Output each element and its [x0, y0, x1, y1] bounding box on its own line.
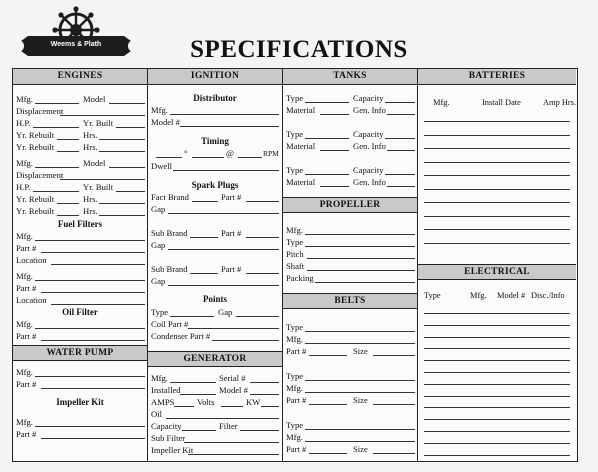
points-type-label: Type: [151, 307, 169, 317]
oil-filter-part-field[interactable]: [41, 340, 145, 341]
propeller-pitch-field[interactable]: [307, 258, 415, 259]
coil-part-field[interactable]: [188, 328, 279, 329]
timing-rpm-field[interactable]: [238, 157, 262, 158]
belt3-type-field[interactable]: [305, 429, 415, 430]
engine1-model-label: Model: [83, 94, 106, 104]
tank2-capacity-label: Capacity: [353, 129, 384, 139]
propeller-shaft-label: Shaft: [286, 261, 305, 271]
engine2-displacement-label: Displacement: [16, 170, 64, 180]
spark-part3-field[interactable]: [246, 273, 279, 274]
propeller-shaft-field[interactable]: [307, 270, 415, 271]
tank3-material-label: Material: [286, 177, 316, 187]
propeller-packing-field[interactable]: [315, 282, 415, 283]
generator-kw-field[interactable]: [261, 406, 279, 407]
impeller-part-field[interactable]: [41, 438, 145, 439]
belt1-mfg-label: Mfg.: [286, 334, 303, 344]
generator-impeller-kit-label: Impeller Kit: [151, 445, 194, 455]
engine1-hrs-a-label: Hrs.: [83, 130, 98, 140]
engine1-hrs-b-label: Hrs.: [83, 142, 98, 152]
water-pump-mfg-label: Mfg.: [16, 367, 33, 377]
electrical-entry-line-13[interactable]: [424, 455, 570, 456]
engine1-yr-built-label: Yr. Built: [83, 118, 114, 128]
timing-title: Timing: [201, 136, 229, 146]
engine1-displacement-label: Displacement: [16, 106, 64, 116]
distributor-mfg-label: Mfg.: [151, 105, 168, 115]
dwell-field[interactable]: [173, 170, 279, 171]
fuel-filter1-part-label: Part #: [16, 243, 37, 253]
battery-entry-line-8[interactable]: [424, 216, 570, 217]
spark-gap2-label: Gap: [151, 240, 166, 250]
spark-part1-field[interactable]: [246, 201, 279, 202]
engine2-hrs-a-field[interactable]: [99, 203, 145, 204]
belt3-part-label: Part #: [286, 444, 307, 454]
oil-filter-title: Oil Filter: [62, 307, 98, 317]
engine2-hp-field[interactable]: [33, 191, 79, 192]
spark-gap1-field[interactable]: [168, 213, 279, 214]
water-pump-part-label: Part #: [16, 379, 37, 389]
belt1-type-field[interactable]: [305, 331, 415, 332]
propeller-type-label: Type: [286, 237, 304, 247]
generator-amps-label: AMPS: [151, 397, 175, 407]
page-title: SPECIFICATIONS: [190, 36, 408, 63]
electrical-entry-line-4[interactable]: [424, 348, 570, 349]
generator-capacity-label: Capacity: [151, 421, 182, 431]
tank3-material-field[interactable]: [320, 186, 349, 187]
battery-entry-line-1[interactable]: [424, 121, 570, 122]
generator-model-field[interactable]: [250, 394, 279, 395]
engine2-yr-rebuilt-a-label: Yr. Rebuilt: [16, 194, 55, 204]
tank1-material-field[interactable]: [320, 114, 349, 115]
tank2-material-label: Material: [286, 141, 316, 151]
engine1-mfg-field[interactable]: [35, 103, 79, 104]
generator-installed-field[interactable]: [180, 394, 216, 395]
generator-mfg-field[interactable]: [170, 382, 216, 383]
generator-volts-field[interactable]: [221, 406, 243, 407]
electrical-model-column: Model #: [497, 291, 526, 300]
belt2-type-field[interactable]: [305, 380, 415, 381]
battery-entry-line-7[interactable]: [424, 202, 570, 203]
engine1-hp-label: H.P.: [16, 118, 31, 128]
electrical-entry-line-6[interactable]: [424, 372, 570, 373]
belt3-type-label: Type: [286, 420, 304, 430]
belt2-mfg-label: Mfg.: [286, 383, 303, 393]
fuel-filter1-part-field[interactable]: [41, 252, 145, 253]
propeller-mfg-field[interactable]: [305, 234, 415, 235]
generator-kw-label: KW: [246, 397, 261, 407]
belt2-mfg-field[interactable]: [305, 392, 415, 393]
impeller-mfg-field[interactable]: [35, 426, 145, 427]
belt1-type-label: Type: [286, 322, 304, 332]
water-pump-mfg-field[interactable]: [35, 376, 145, 377]
propeller-mfg-label: Mfg.: [286, 225, 303, 235]
spark-gap3-field[interactable]: [168, 285, 279, 286]
impeller-mfg-label: Mfg.: [16, 417, 33, 427]
tanks-header: TANKS: [283, 69, 417, 85]
batteries-amp-hrs-column: Amp Hrs.: [543, 98, 577, 107]
engine2-yr-built-field[interactable]: [116, 191, 145, 192]
tank1-material-label: Material: [286, 105, 316, 115]
electrical-header: ELECTRICAL: [418, 264, 576, 280]
spark-plugs-title: Spark Plugs: [191, 180, 239, 190]
fuel-filter2-location-field[interactable]: [51, 304, 145, 305]
distributor-model-label: Model #: [151, 117, 180, 127]
oil-filter-part-label: Part #: [16, 331, 37, 341]
belt1-mfg-field[interactable]: [305, 343, 415, 344]
sub-brand2-field[interactable]: [190, 273, 218, 274]
engine1-model-field[interactable]: [109, 103, 145, 104]
propeller-pitch-label: Pitch: [286, 249, 304, 259]
ignition-column: [148, 69, 283, 461]
distributor-mfg-field[interactable]: [170, 114, 279, 115]
battery-entry-line-4[interactable]: [424, 162, 570, 163]
tank3-type-field[interactable]: [305, 174, 349, 175]
generator-oil-label: Oil: [151, 409, 162, 419]
fuel-filter2-mfg-label: Mfg.: [16, 271, 33, 281]
points-gap-label: Gap: [218, 307, 233, 317]
generator-impeller-kit-field[interactable]: [188, 454, 279, 455]
tank1-type-field[interactable]: [305, 102, 349, 103]
water-pump-header: WATER PUMP: [13, 345, 147, 361]
specifications-sheet: [12, 68, 578, 462]
electrical-mfg-column: Mfg.: [470, 291, 487, 300]
engine1-hp-field[interactable]: [33, 127, 79, 128]
electrical-type-column: Type: [424, 291, 441, 300]
belt2-type-label: Type: [286, 371, 304, 381]
tank3-gen-info-label: Gen. Info: [353, 177, 386, 187]
electrical-entry-line-2[interactable]: [424, 325, 570, 326]
belt1-part-label: Part #: [286, 346, 307, 356]
engine1-yr-rebuilt-a-label: Yr. Rebuilt: [16, 130, 55, 140]
belt1-size-field[interactable]: [373, 355, 415, 356]
condenser-part-label: Condenser Part #: [151, 331, 211, 341]
spark-part2-label: Part #: [221, 228, 242, 238]
electrical-entry-line-11[interactable]: [424, 431, 570, 432]
generator-header: GENERATOR: [148, 351, 282, 367]
engine1-yr-built-field[interactable]: [116, 127, 145, 128]
oil-filter-mfg-field[interactable]: [35, 328, 145, 329]
engine2-hp-label: H.P.: [16, 182, 31, 192]
battery-entry-line-6[interactable]: [424, 189, 570, 190]
battery-entry-line-2[interactable]: [424, 135, 570, 136]
electrical-entry-line-10[interactable]: [424, 419, 570, 420]
engine1-displacement-field[interactable]: [60, 115, 145, 116]
belt1-part-field[interactable]: [309, 355, 347, 356]
spark-gap3-label: Gap: [151, 276, 166, 286]
generator-volts-label: Volts: [197, 397, 215, 407]
engine1-hrs-a-field[interactable]: [99, 139, 145, 140]
spark-gap1-label: Gap: [151, 204, 166, 214]
fuel-filter1-location-label: Location: [16, 255, 47, 265]
fuel-filter2-mfg-field[interactable]: [35, 280, 145, 281]
engine2-hrs-b-label: Hrs.: [83, 206, 98, 216]
tank1-capacity-field[interactable]: [385, 102, 415, 103]
fuel-filters-title: Fuel Filters: [57, 219, 103, 229]
electrical-entry-line-3[interactable]: [424, 337, 570, 338]
ignition-header: IGNITION: [148, 69, 282, 85]
tank3-gen-info-field[interactable]: [387, 186, 415, 187]
logo-text: Weems & Plath: [50, 41, 102, 48]
electrical-entry-line-12[interactable]: [424, 443, 570, 444]
battery-entry-line-5[interactable]: [424, 175, 570, 176]
coil-part-label: Coil Part #: [151, 319, 189, 329]
fuel-filter1-mfg-field[interactable]: [35, 240, 145, 241]
timing-at-field[interactable]: [192, 157, 224, 158]
battery-entry-line-3[interactable]: [424, 148, 570, 149]
tank3-capacity-field[interactable]: [385, 174, 415, 175]
distributor-title: Distributor: [193, 93, 237, 103]
generator-model-label: Model #: [219, 385, 248, 395]
sub-brand1-field[interactable]: [190, 237, 218, 238]
electrical-entry-line-7[interactable]: [424, 384, 570, 385]
belt3-part-field[interactable]: [309, 453, 347, 454]
engine2-yr-rebuilt-b-label: Yr. Rebuilt: [16, 206, 55, 216]
engine2-mfg-label: Mfg.: [16, 158, 33, 168]
impeller-kit-title: Impeller Kit: [56, 397, 104, 407]
tank1-capacity-label: Capacity: [353, 93, 384, 103]
timing-degree-field[interactable]: [156, 157, 182, 158]
generator-filter-label: Filter: [219, 421, 238, 431]
tank2-gen-info-field[interactable]: [387, 150, 415, 151]
battery-entry-line-9[interactable]: [424, 229, 570, 230]
propeller-header: PROPELLER: [283, 197, 417, 213]
batteries-install-date-column: Install Date: [482, 98, 521, 107]
generator-serial-label: Serial #: [219, 373, 246, 383]
generator-mfg-label: Mfg.: [151, 373, 168, 383]
engine1-yr-rebuilt-b-label: Yr. Rebuilt: [16, 142, 55, 152]
fuel-filter1-mfg-label: Mfg.: [16, 231, 33, 241]
tank3-type-label: Type: [286, 165, 304, 175]
engine2-displacement-field[interactable]: [60, 179, 145, 180]
tank1-gen-info-label: Gen. Info: [353, 105, 386, 115]
engine2-mfg-field[interactable]: [35, 167, 79, 168]
belt2-size-label: Size: [353, 395, 368, 405]
fact-brand-label: Fact Brand: [151, 192, 189, 202]
belt3-size-label: Size: [353, 444, 368, 454]
oil-filter-mfg-label: Mfg.: [16, 319, 33, 329]
engine1-hrs-b-field[interactable]: [99, 151, 145, 152]
timing-at-symbol: @: [226, 148, 234, 158]
tanks-column: [283, 69, 418, 461]
engine2-hrs-a-label: Hrs.: [83, 194, 98, 204]
belt3-mfg-field[interactable]: [305, 441, 415, 442]
dwell-label: Dwell: [151, 161, 173, 171]
belts-header: BELTS: [283, 293, 417, 309]
batteries-header: BATTERIES: [418, 69, 576, 85]
generator-oil-field[interactable]: [166, 418, 279, 419]
impeller-part-label: Part #: [16, 429, 37, 439]
belt2-part-field[interactable]: [309, 404, 347, 405]
tank2-gen-info-label: Gen. Info: [353, 141, 386, 151]
engine1-yr-rebuilt-a-field[interactable]: [57, 139, 79, 140]
generator-sub-filter-label: Sub Filter: [151, 433, 186, 443]
belt3-mfg-label: Mfg.: [286, 432, 303, 442]
points-type-field[interactable]: [170, 316, 214, 317]
belt2-size-field[interactable]: [373, 404, 415, 405]
electrical-entry-line-8[interactable]: [424, 396, 570, 397]
spark-part1-label: Part #: [221, 192, 242, 202]
electrical-entry-line-5[interactable]: [424, 360, 570, 361]
spark-gap2-field[interactable]: [168, 249, 279, 250]
timing-degree-symbol: °: [184, 148, 188, 158]
fuel-filter2-location-label: Location: [16, 295, 47, 305]
tank1-gen-info-field[interactable]: [387, 114, 415, 115]
engines-header: ENGINES: [13, 69, 147, 85]
tank3-capacity-label: Capacity: [353, 165, 384, 175]
engine2-yr-rebuilt-b-field[interactable]: [57, 215, 79, 216]
condenser-part-field[interactable]: [212, 340, 279, 341]
engine2-yr-built-label: Yr. Built: [83, 182, 114, 192]
sub-brand2-label: Sub Brand: [151, 264, 188, 274]
belt3-size-field[interactable]: [373, 453, 415, 454]
generator-installed-label: Installed: [151, 385, 181, 395]
distributor-model-field[interactable]: [180, 126, 279, 127]
belt2-part-label: Part #: [286, 395, 307, 405]
engine2-model-label: Model: [83, 158, 106, 168]
electrical-entry-line-9[interactable]: [424, 407, 570, 408]
generator-filter-field[interactable]: [240, 430, 279, 431]
sub-brand1-label: Sub Brand: [151, 228, 188, 238]
engine2-model-field[interactable]: [109, 167, 145, 168]
points-title: Points: [202, 294, 227, 304]
spark-part3-label: Part #: [221, 264, 242, 274]
tank1-type-label: Type: [286, 93, 304, 103]
fuel-filter2-part-field[interactable]: [41, 292, 145, 293]
fuel-filter2-part-label: Part #: [16, 283, 37, 293]
propeller-packing-label: Packing: [286, 273, 314, 283]
water-pump-part-field[interactable]: [41, 388, 145, 389]
generator-sub-filter-field[interactable]: [184, 442, 279, 443]
tank2-capacity-field[interactable]: [385, 138, 415, 139]
generator-amps-field[interactable]: [174, 406, 194, 407]
engine2-yr-rebuilt-a-field[interactable]: [57, 203, 79, 204]
electrical-entry-line-1[interactable]: [424, 313, 570, 314]
tank2-material-field[interactable]: [320, 150, 349, 151]
engines-column: [13, 69, 148, 461]
engine1-mfg-label: Mfg.: [16, 94, 33, 104]
propeller-type-field[interactable]: [305, 246, 415, 247]
batteries-mfg-column: Mfg.: [433, 98, 450, 107]
belt1-size-label: Size: [353, 346, 368, 356]
battery-entry-line-10[interactable]: [424, 243, 570, 244]
generator-capacity-field[interactable]: [182, 430, 216, 431]
tank2-type-field[interactable]: [305, 138, 349, 139]
generator-serial-field[interactable]: [250, 382, 279, 383]
fuel-filter1-location-field[interactable]: [51, 264, 145, 265]
fact-brand-field[interactable]: [192, 201, 218, 202]
tank2-type-label: Type: [286, 129, 304, 139]
timing-rpm-label: RPM: [263, 149, 279, 158]
batteries-column: [418, 69, 576, 461]
points-gap-field[interactable]: [236, 316, 279, 317]
engine1-yr-rebuilt-b-field[interactable]: [57, 151, 79, 152]
spark-part2-field[interactable]: [246, 237, 279, 238]
electrical-disc-info-column: Disc./Info: [531, 291, 565, 300]
engine2-hrs-b-field[interactable]: [99, 215, 145, 216]
